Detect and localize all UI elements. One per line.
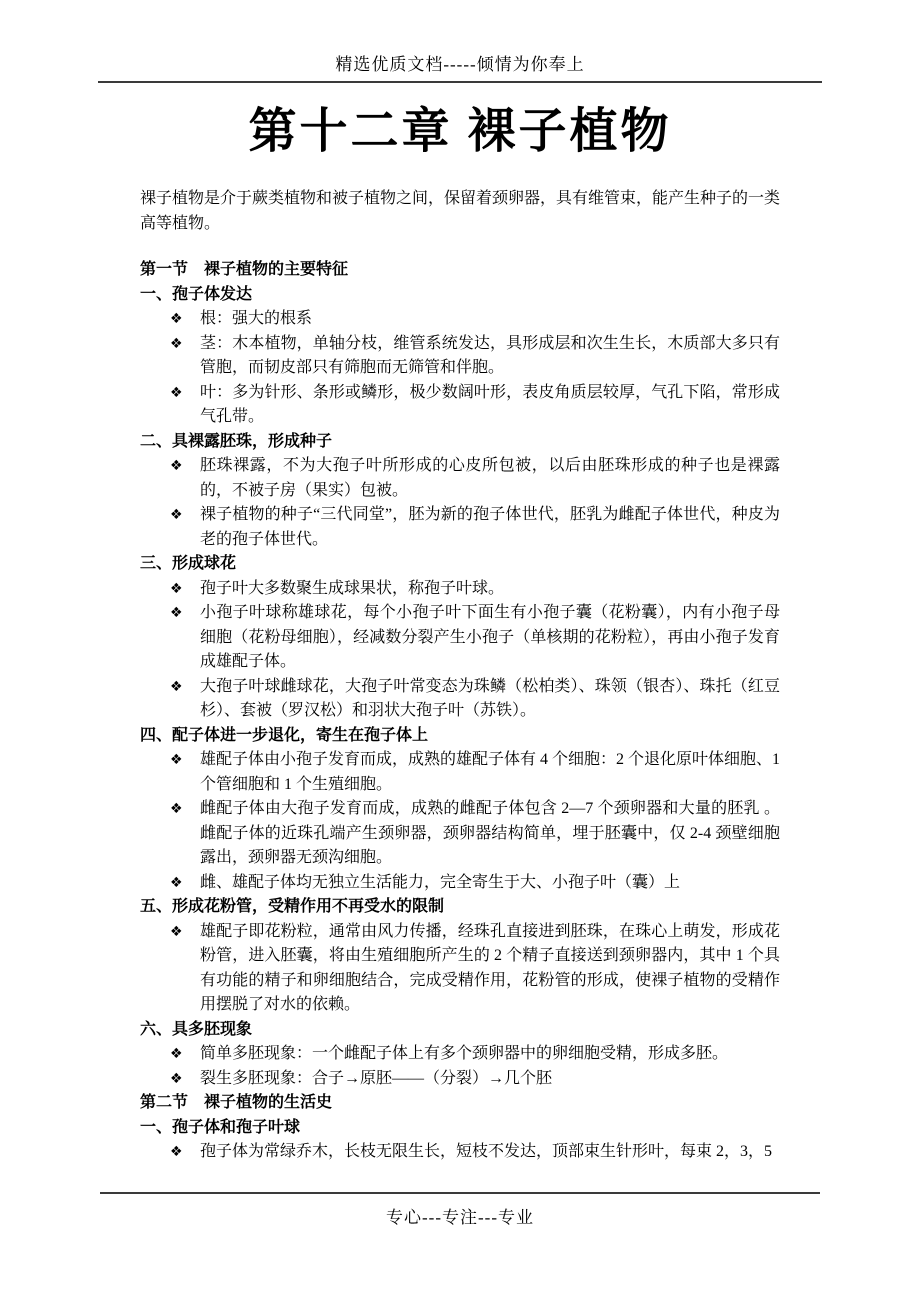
numbered-heading: 四、配子体进一步退化，寄生在孢子体上 <box>140 726 429 744</box>
bullet-text: 雌配子体由大孢子发育而成，成熟的雌配子体包含 2—7 个颈卵器和大量的胚乳 。雌配子体的近珠孔端产生颈卵器，颈卵器结构简单，埋于胚囊中，仅 2-4 颈壁细胞露出，颈卵器无颈沟细胞。 <box>200 800 780 867</box>
diamond-bullet-icon: ❖ <box>170 458 183 475</box>
numbered-heading: 三、形成球花 <box>140 555 237 573</box>
bullet-item <box>140 797 780 871</box>
numbered-heading: 六、具多胚现象 <box>140 1020 253 1038</box>
bullet-item <box>140 332 780 381</box>
bullet-text: 裸子植物的种子“三代同堂”，胚为新的孢子体世代，胚乳为雌配子体世代，种皮为老的孢子体世代。 <box>200 506 780 548</box>
diamond-bullet-icon: ❖ <box>170 335 183 352</box>
page-footer <box>100 1192 820 1228</box>
bullet-text: 雌、雄配子体均无独立生活能力，完全寄生于大、小孢子叶（囊）上 <box>200 873 681 891</box>
diamond-bullet-icon: ❖ <box>170 923 183 940</box>
bullet-text: 大孢子叶球雌球花，大孢子叶常变态为珠鳞（松柏类）、珠领（银杏）、珠托（红豆杉）、套被（罗汉松）和羽状大孢子叶（苏铁）。 <box>200 677 780 720</box>
bullet-item <box>140 871 780 896</box>
bullet-text: 小孢子叶球称雄球花，每个小孢子叶下面生有小孢子囊（花粉囊），内有小孢子母细胞（花粉母细胞），经减数分裂产生小孢子（单核期的花粉粒），再由小孢子发育成雄配子体。 <box>200 604 780 671</box>
numbered-heading: 一、孢子体和孢子叶球 <box>140 1118 301 1136</box>
diamond-bullet-icon: ❖ <box>170 507 183 524</box>
bullet-item <box>140 577 780 602</box>
numbered-heading: 一、孢子体发达 <box>140 285 253 303</box>
diamond-bullet-icon: ❖ <box>170 311 183 328</box>
page-title: 第十二章 裸子植物 <box>248 105 672 158</box>
bullet-text: 雄配子即花粉粒，通常由风力传播，经珠孔直接进到胚珠，在珠心上萌发，形成花粉管，进入胚囊，将由生殖细胞所产生的 2 个精子直接送到颈卵器内，其中 1 个具有功能的精子和卵细胞结合，完成受精作用，花粉管的形成，使裸子植物的受精作用摆脱了对水的依赖。 <box>200 922 780 1014</box>
page-header <box>98 50 822 83</box>
section-heading: 第一节 裸子植物的主要特征 <box>140 261 349 279</box>
diamond-bullet-icon: ❖ <box>170 580 183 597</box>
diamond-bullet-icon: ❖ <box>170 1144 183 1161</box>
numbered-heading: 二、具裸露胚珠，形成种子 <box>140 432 333 450</box>
section-heading: 第二节 裸子植物的生活史 <box>140 1094 333 1112</box>
diamond-bullet-icon: ❖ <box>170 384 183 401</box>
bullet-item <box>140 381 780 430</box>
bullet-item <box>140 503 780 552</box>
header-text: 精选优质文档-----倾情为你奉上 <box>335 55 585 74</box>
diamond-bullet-icon: ❖ <box>170 1046 183 1063</box>
header-rule <box>98 81 822 83</box>
bullet-text: 根：强大的根系 <box>200 310 313 328</box>
diamond-bullet-icon: ❖ <box>170 1070 183 1087</box>
diamond-bullet-icon: ❖ <box>170 605 183 622</box>
bullet-item <box>140 1042 780 1067</box>
bullet-text: 胚珠裸露，不为大孢子叶所形成的心皮所包被，以后由胚珠形成的种子也是裸露的，不被子房（果实）包被。 <box>200 457 780 499</box>
bullet-text: 叶：多为针形、条形或鳞形，极少数阔叶形，表皮角质层较厚，气孔下陷，常形成气孔带。 <box>200 383 780 426</box>
bullet-item <box>140 601 780 675</box>
footer-text: 专心---专注---专业 <box>386 1208 534 1227</box>
bullet-item <box>140 1140 780 1165</box>
numbered-heading: 五、形成花粉管，受精作用不再受水的限制 <box>140 898 445 916</box>
bullet-item <box>140 307 780 332</box>
diamond-bullet-icon: ❖ <box>170 752 183 769</box>
content-blocks <box>140 258 780 1165</box>
bullet-text: 雄配子体由小孢子发育而成，成熟的雄配子体有 4 个细胞：2 个退化原叶体细胞、1 个管细胞和 1 个生殖细胞。 <box>200 751 781 793</box>
bullet-item <box>140 920 780 1018</box>
bullet-item <box>140 675 780 724</box>
diamond-bullet-icon: ❖ <box>170 678 183 695</box>
diamond-bullet-icon: ❖ <box>170 874 183 891</box>
bullet-text: 孢子叶大多数聚生成球果状，称孢子叶球。 <box>200 579 505 597</box>
bullet-text: 茎：木本植物，单轴分枝，维管系统发达，具形成层和次生生长，木质部大多只有管胞，而韧皮部只有筛胞而无筛管和伴胞。 <box>200 334 780 377</box>
bullet-text: 孢子体为常绿乔木，长枝无限生长，短枝不发达，顶部束生针形叶，每束 2，3，5 <box>200 1143 773 1161</box>
bullet-item <box>140 748 780 797</box>
bullet-item <box>140 454 780 503</box>
intro-paragraph: 裸子植物是介于蕨类植物和被子植物之间，保留着颈卵器，具有维管束，能产生种子的一类高等植物。 <box>140 190 781 232</box>
bullet-text: 简单多胚现象：一个雌配子体上有多个颈卵器中的卵细胞受精，形成多胚。 <box>200 1045 729 1063</box>
document-body <box>140 187 780 1165</box>
bullet-item <box>140 1067 780 1092</box>
bullet-text: 裂生多胚现象：合子→原胚——（分裂）→几个胚 <box>200 1069 553 1087</box>
diamond-bullet-icon: ❖ <box>170 801 183 818</box>
